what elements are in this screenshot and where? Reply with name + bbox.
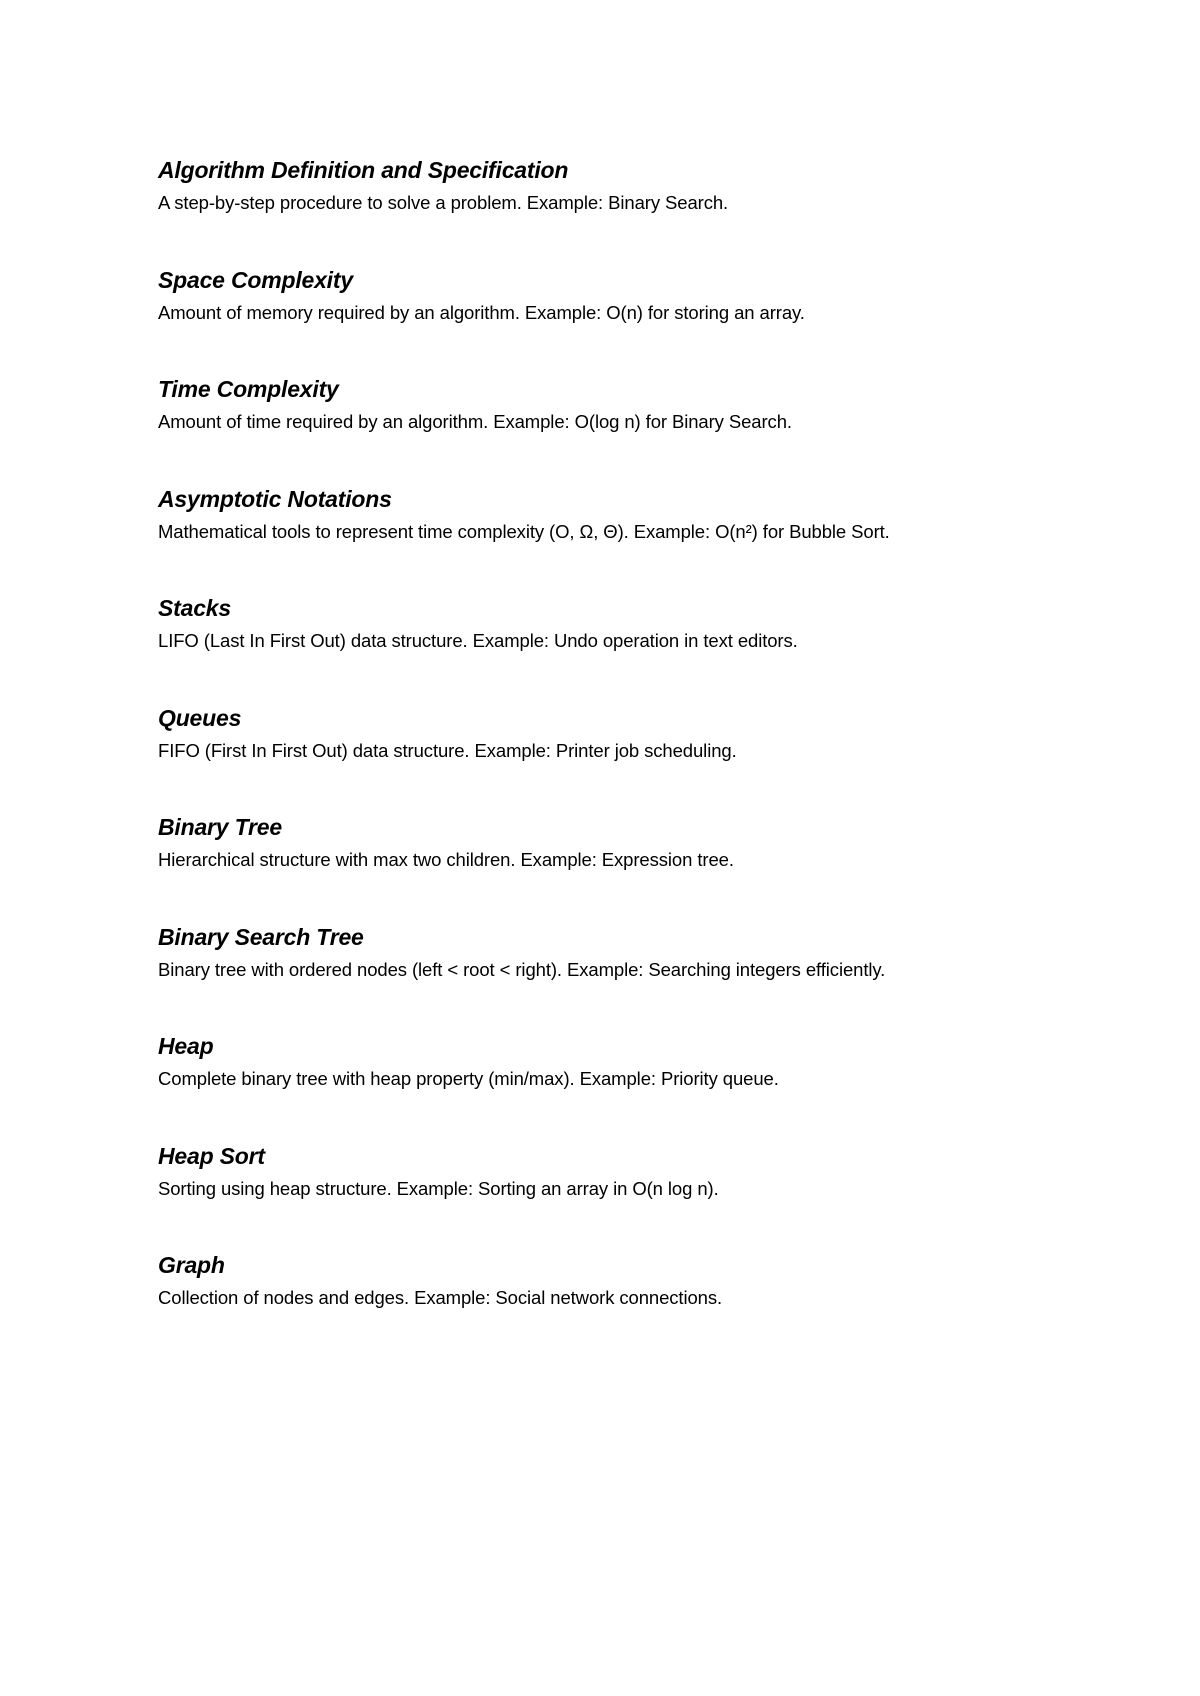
- section-title: Graph: [158, 1252, 225, 1278]
- section-body: Collection of nodes and edges. Example: Social network connections.: [158, 1287, 723, 1308]
- section-title: Heap Sort: [158, 1142, 265, 1169]
- section-body: FIFO (First In First Out) data structure. Example: Printer job scheduling.: [158, 739, 737, 761]
- section-body: Binary tree with ordered nodes (left < root < right). Example: Searching integers efficiently.: [158, 958, 886, 980]
- section-title: Queues: [158, 704, 242, 731]
- document-content: [158, 156, 1118, 1361]
- section-body: Amount of memory required by an algorithm. Example: O(n) for storing an array.: [158, 301, 805, 323]
- section-title: Algorithm Definition and Specification: [158, 157, 569, 183]
- section-heap: [158, 1032, 1118, 1142]
- section-asymptotic-notations: [158, 485, 1118, 595]
- section-title: Time Complexity: [158, 376, 339, 402]
- section-title: Binary Search Tree: [158, 923, 364, 950]
- section-graph: [158, 1251, 1118, 1361]
- section-title: Binary Tree: [158, 814, 282, 840]
- section-binary-search-tree: [158, 923, 1118, 1033]
- section-body: Amount of time required by an algorithm. Example: O(log n) for Binary Search.: [158, 411, 792, 432]
- section-title: Asymptotic Notations: [158, 485, 392, 512]
- section-title: Heap: [158, 1033, 214, 1059]
- section-body: Mathematical tools to represent time complexity (O, Ω, Θ). Example: O(n²) for Bubble Sort.: [158, 520, 890, 542]
- section-title: Space Complexity: [158, 266, 353, 293]
- section-body: Hierarchical structure with max two children. Example: Expression tree.: [158, 849, 734, 870]
- section-title: Stacks: [158, 595, 231, 621]
- section-body: A step-by-step procedure to solve a problem. Example: Binary Search.: [158, 192, 729, 213]
- section-time-complexity: [158, 375, 1118, 485]
- section-body: Sorting using heap structure. Example: Sorting an array in O(n log n).: [158, 1177, 719, 1199]
- section-algorithm-definition: [158, 156, 1118, 266]
- section-body: LIFO (Last In First Out) data structure. Example: Undo operation in text editors.: [158, 630, 798, 651]
- section-space-complexity: [158, 266, 1118, 376]
- section-queues: [158, 704, 1118, 814]
- section-body: Complete binary tree with heap property (min/max). Example: Priority queue.: [158, 1068, 779, 1089]
- section-binary-tree: [158, 813, 1118, 923]
- section-heap-sort: [158, 1142, 1118, 1252]
- section-stacks: [158, 594, 1118, 704]
